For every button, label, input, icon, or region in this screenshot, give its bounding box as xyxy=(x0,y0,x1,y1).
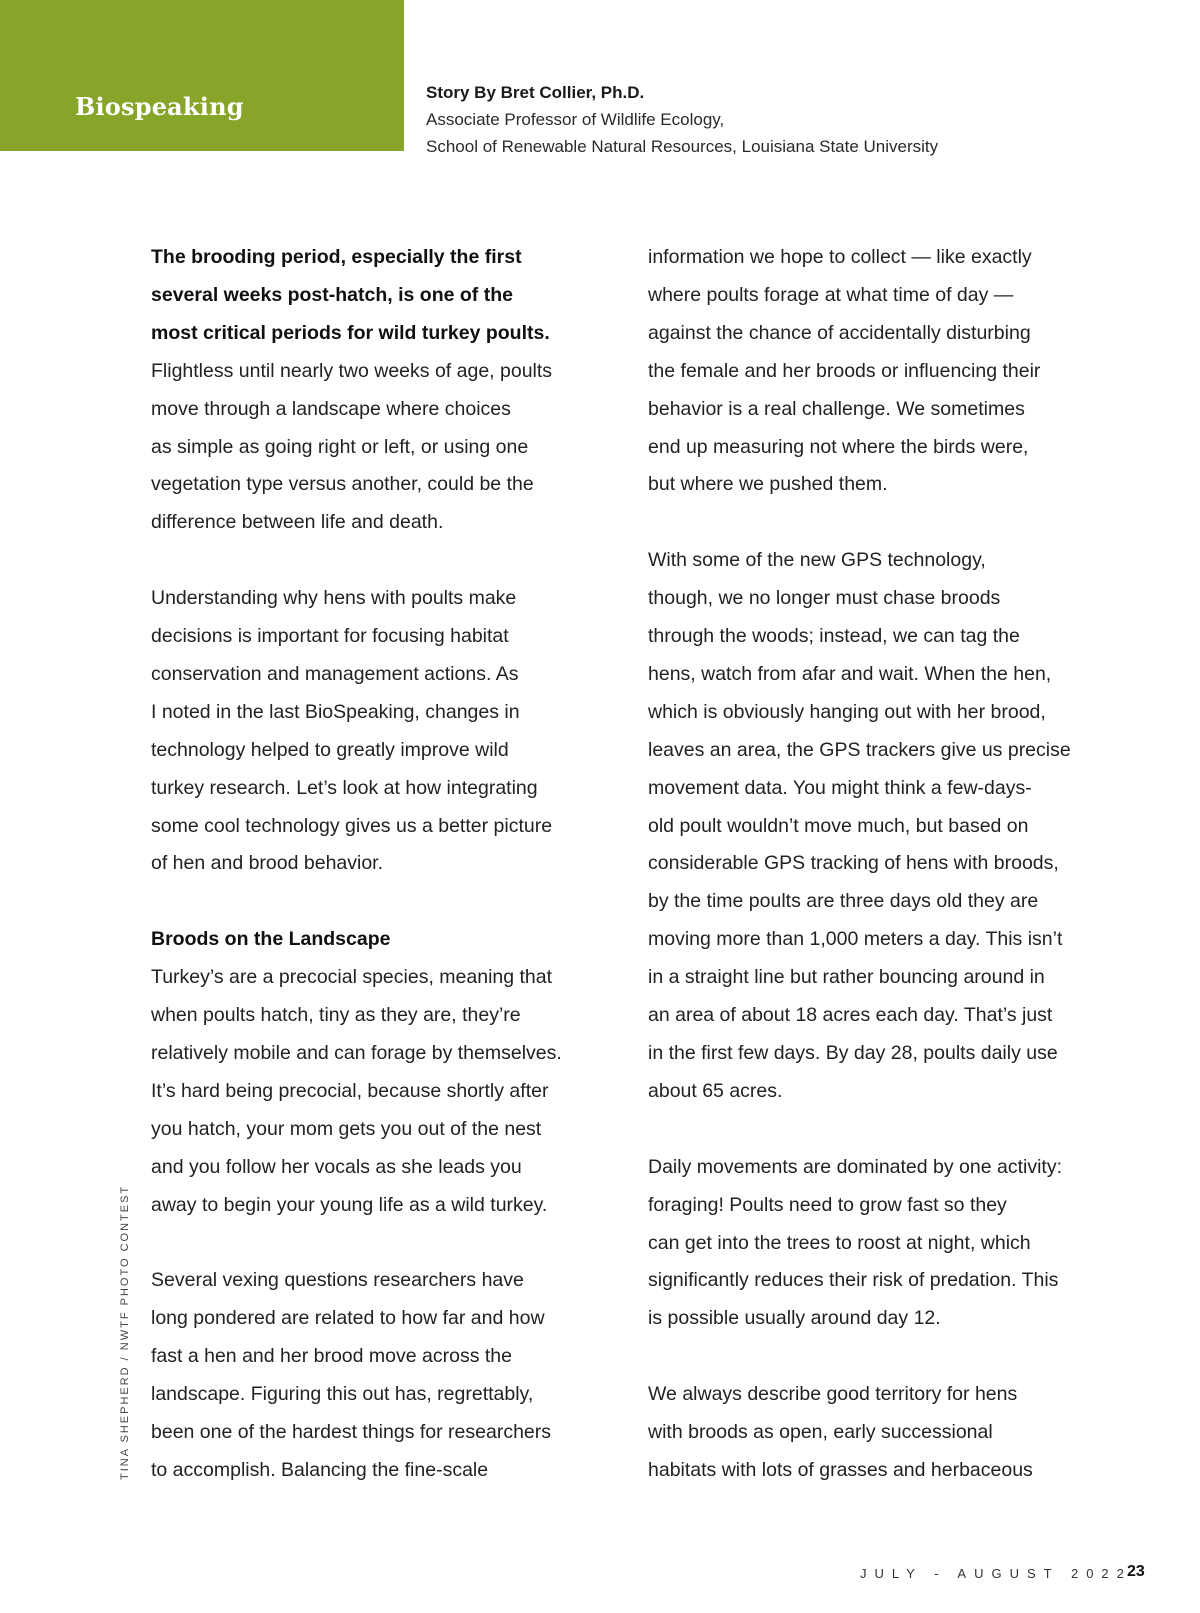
text-line: turkey research. Let’s look at how integrating xyxy=(151,776,538,799)
text-line: move through a landscape where choices xyxy=(151,397,511,420)
text-line: considerable GPS tracking of hens with broods, xyxy=(648,852,1059,875)
text-line: been one of the hardest things for researchers xyxy=(151,1421,551,1444)
text-line: vegetation type versus another, could be the xyxy=(151,473,534,496)
text-line: but where we pushed them. xyxy=(648,473,888,496)
text-line: Understanding why hens with poults make xyxy=(151,587,517,610)
lead-paragraph xyxy=(151,239,626,542)
text-line: away to begin your young life as a wild turkey. xyxy=(151,1193,548,1216)
text-line: conservation and management actions. As xyxy=(151,662,519,685)
text-line: by the time poults are three days old they are xyxy=(648,890,1039,913)
byline-title: Associate Professor of Wildlife Ecology, xyxy=(426,110,725,129)
paragraph xyxy=(648,239,1118,504)
text-line: hens, watch from afar and wait. When the hen, xyxy=(648,662,1052,685)
paragraph xyxy=(648,542,1118,1111)
text-line: We always describe good territory for hens xyxy=(648,1383,1018,1406)
text-line: leaves an area, the GPS trackers give us precise xyxy=(648,738,1071,761)
text-line: habitats with lots of grasses and herbaceous xyxy=(648,1458,1033,1481)
text-line: which is obviously hanging out with her brood, xyxy=(648,700,1046,723)
photo-credit: TINA SHEPHERD / NWTF PHOTO CONTEST xyxy=(119,1184,131,1480)
text-line: through the woods; instead, we can tag the xyxy=(648,625,1020,648)
text-line: old poult wouldn’t move much, but based on xyxy=(648,814,1029,837)
text-line: behavior is a real challenge. We sometimes xyxy=(648,397,1025,420)
paragraph xyxy=(151,580,626,883)
byline-author: Story By Bret Collier, Ph.D. xyxy=(426,83,645,102)
article-column-left xyxy=(151,239,626,1490)
issue-date: JULY - AUGUST 2022 xyxy=(860,1566,1132,1581)
text-line: moving more than 1,000 meters a day. This isn’t xyxy=(648,928,1063,951)
text-line: in a straight line but rather bouncing around in xyxy=(648,966,1045,989)
text-line: you hatch, your mom gets you out of the nest xyxy=(151,1117,542,1140)
text-line: decisions is important for focusing habitat xyxy=(151,625,509,648)
text-line: end up measuring not where the birds were, xyxy=(648,435,1029,458)
text-line: long pondered are related to how far and how xyxy=(151,1307,545,1330)
paragraph xyxy=(648,1149,1118,1339)
text-line: It’s hard being precocial, because shortly after xyxy=(151,1079,549,1102)
text-line: technology helped to greatly improve wild xyxy=(151,738,509,761)
byline xyxy=(426,79,938,160)
text-line: as simple as going right or left, or using one xyxy=(151,435,529,458)
text-line: foraging! Poults need to grow fast so they xyxy=(648,1193,1007,1216)
page-number: 23 xyxy=(1127,1563,1145,1580)
text-line: when poults hatch, tiny as they are, they’re xyxy=(151,1004,521,1027)
text-line: can get into the trees to roost at night, which xyxy=(648,1231,1031,1254)
text-line: Turkey’s are a precocial species, meaning that xyxy=(151,966,553,989)
article-column-right xyxy=(648,239,1118,1490)
text-line: in the first few days. By day 28, poults daily use xyxy=(648,1042,1058,1065)
text-line: With some of the new GPS technology, xyxy=(648,549,986,572)
section-subheading: Broods on the Landscape xyxy=(151,928,391,951)
text-line: significantly reduces their risk of predation. This xyxy=(648,1269,1059,1292)
text-line: movement data. You might think a few-days- xyxy=(648,776,1032,799)
text-line: though, we no longer must chase broods xyxy=(648,587,1001,610)
text-line: most critical periods for wild turkey poults. xyxy=(151,321,550,344)
byline-affiliation: School of Renewable Natural Resources, Louisiana State University xyxy=(426,137,939,156)
text-line: an area of about 18 acres each day. That’s just xyxy=(648,1004,1053,1027)
text-line: landscape. Figuring this out has, regrettably, xyxy=(151,1383,534,1406)
text-line: to accomplish. Balancing the fine-scale xyxy=(151,1458,489,1481)
text-line: Flightless until nearly two weeks of age, poults xyxy=(151,359,553,382)
text-line: fast a hen and her brood move across the xyxy=(151,1345,512,1368)
text-line: of hen and brood behavior. xyxy=(151,852,384,875)
paragraph xyxy=(151,1262,626,1489)
text-line: relatively mobile and can forage by themselves. xyxy=(151,1042,562,1064)
text-line: information we hope to collect — like exactly xyxy=(648,246,1032,268)
paragraph xyxy=(648,1376,1118,1490)
text-line: several weeks post-hatch, is one of the xyxy=(151,283,513,306)
text-line: against the chance of accidentally disturbing xyxy=(648,321,1031,344)
text-line: difference between life and death. xyxy=(151,511,444,534)
text-line: Several vexing questions researchers have xyxy=(151,1269,524,1292)
text-line: the female and her broods or influencing their xyxy=(648,359,1041,382)
text-line: is possible usually around day 12. xyxy=(648,1307,941,1330)
paragraph xyxy=(151,921,626,1224)
section-title: Biospeaking xyxy=(75,92,244,121)
text-line: I noted in the last BioSpeaking, changes in xyxy=(151,700,520,723)
text-line: Daily movements are dominated by one activity: xyxy=(648,1155,1063,1178)
text-line: with broods as open, early successional xyxy=(648,1421,993,1444)
text-line: about 65 acres. xyxy=(648,1079,783,1102)
text-line: The brooding period, especially the first xyxy=(151,246,522,268)
text-line: where poults forage at what time of day — xyxy=(648,283,1014,306)
section-tab xyxy=(0,0,404,151)
text-line: some cool technology gives us a better picture xyxy=(151,814,553,837)
text-line: and you follow her vocals as she leads you xyxy=(151,1155,522,1178)
